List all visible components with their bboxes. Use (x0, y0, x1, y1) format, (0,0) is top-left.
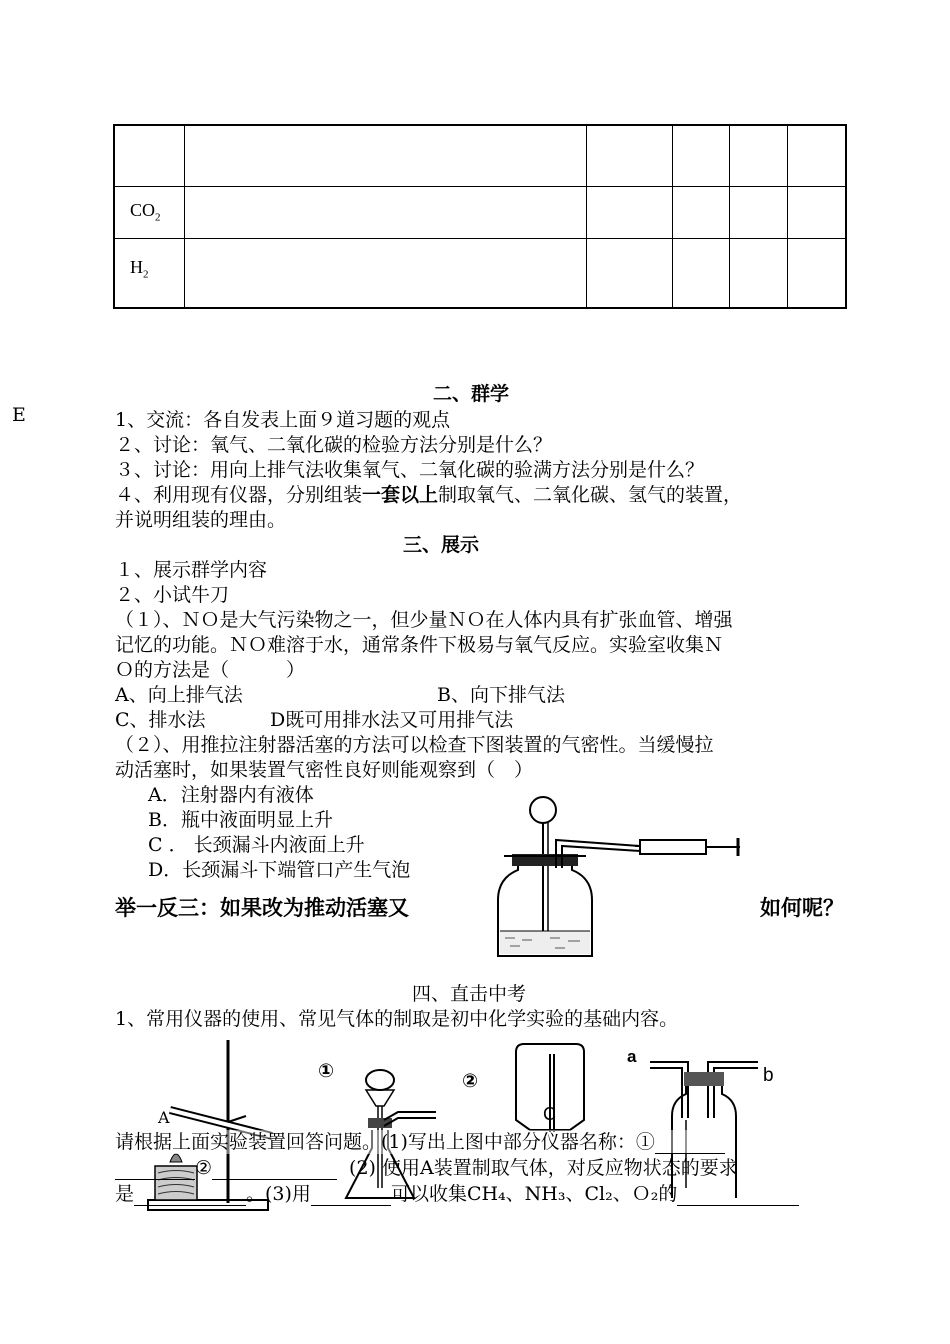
group-q3: ３、讨论：用向上排气法收集氧气、二氧化碳的验满方法分别是什么？ (115, 459, 705, 481)
answer-blank-1[interactable] (655, 1133, 725, 1154)
group-q4: ４、利用现有仪器，分别组装一套以上制取氧气、二氧化碳、氢气的装置， (115, 484, 743, 506)
answer-blank-3[interactable] (134, 1185, 246, 1206)
syringe-option-c: C ． 长颈漏斗内液面上升 (148, 834, 365, 856)
gas-table (113, 124, 847, 309)
syringe-option-d: D．长颈漏斗下端管口产生气泡 (148, 859, 411, 881)
table-cell-h2: $H_2$ (114, 238, 185, 308)
table-cell-co2: $CO_2$ (114, 186, 185, 238)
table-row (114, 125, 846, 186)
extend-question: 举一反三：如果改为推动活塞又 (115, 896, 409, 920)
show-p2: ２、小试牛刀 (115, 584, 230, 606)
section-title-show: 三、展示 (403, 534, 480, 556)
apparatus-a-letter: A (158, 1108, 170, 1127)
no-question-line3: Ｏ的方法是（ ） (115, 659, 306, 681)
figure-label-a: a (627, 1047, 637, 1066)
option-c: C、排水法 (115, 709, 206, 731)
group-q4-cont: 并说明组装的理由。 (115, 509, 287, 531)
section-title-exam: 四、直击中考 (412, 983, 527, 1005)
no-question-line2: 记忆的功能。ＮＯ难溶于水，通常条件下极易与氧气反应。实验室收集Ｎ (115, 634, 724, 656)
figure-label-2: ② (462, 1070, 479, 1092)
answer-line1: 请根据上面实验装置回答问题。(1)写出上图中部分仪器名称：① (115, 1130, 725, 1154)
syringe-question-line2: 动活塞时，如果装置气密性良好则能观察到（ ） (115, 759, 534, 781)
syringe-question-line1: （２）、用推拉注射器活塞的方法可以检查下图装置的气密性。当缓慢拉 (115, 734, 714, 756)
margin-letter: E (12, 404, 26, 426)
group-q2: ２、讨论：氧气、二氧化碳的检验方法分别是什么？ (115, 434, 553, 456)
group-q1: 1、交流：各自发表上面９道习题的观点 (115, 409, 451, 431)
table-cell (114, 125, 185, 186)
show-p1: １、展示群学内容 (115, 559, 268, 581)
figure-label-c: C (543, 1104, 556, 1124)
answer-blank-2[interactable] (212, 1159, 337, 1180)
syringe-option-b: B．瓶中液面明显上升 (148, 809, 333, 831)
option-a: A、向上排气法 (115, 684, 243, 706)
table-row (114, 186, 846, 238)
answer-blank-4[interactable] (311, 1185, 391, 1206)
figure-label-b: b (763, 1065, 774, 1086)
syringe-option-a: A．注射器内有液体 (148, 784, 314, 806)
answer-blank-5[interactable] (677, 1185, 799, 1206)
exam-q1: 1、常用仪器的使用、常见气体的制取是初中化学实验的基础内容。 (115, 1008, 679, 1030)
airtightness-apparatus-figure (490, 788, 750, 963)
table-row (114, 238, 846, 308)
option-d: D既可用排水法又可用排气法 (270, 709, 514, 731)
no-question-line1: （１）、ＮＯ是大气污染物之一，但少量ＮＯ在人体内具有扩张血管、增强 (115, 609, 733, 631)
option-b: B、向下排气法 (437, 684, 565, 706)
answer-line2: ② (2) 使用A装置制取气体，对反应物状态的要求 (115, 1156, 738, 1180)
answer-line3: 是 。(3)用 可以收集CH₄、NH₃、Cl₂、Ｏ₂的 (115, 1182, 799, 1206)
extend-question-end: 如何呢？ (760, 896, 844, 920)
section-title-group-study: 二、群学 (433, 383, 510, 405)
figure-label-1: ① (318, 1060, 335, 1082)
